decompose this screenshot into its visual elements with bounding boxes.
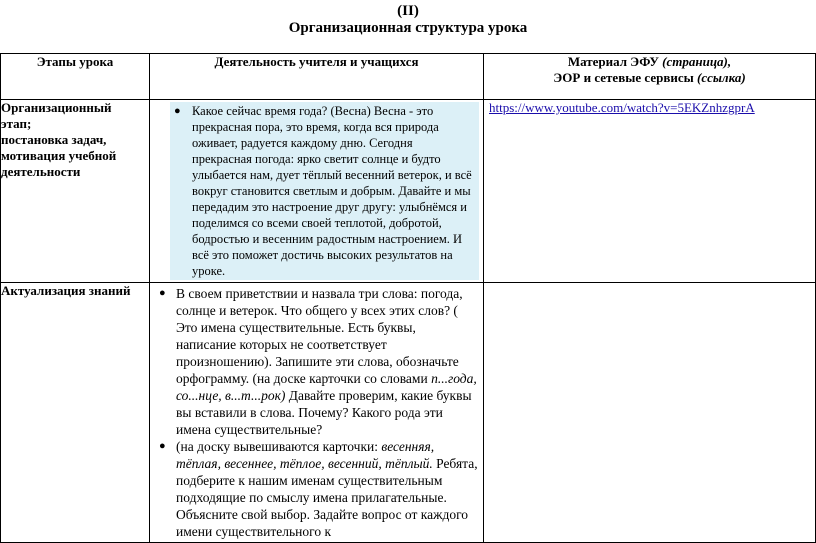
activity-cell	[150, 283, 484, 543]
table-row	[1, 283, 816, 543]
list-item: ● В своем приветствии и назвала три слова: погода, солнце и ветерок. Что общего у всех этих слов? ( Это имена существительные. Есть буквы, написание которых не соответствует произношению). Запишите эти слова, обозначьте орфограмму. (на доске карточки со словами п...года, со...нце, в...т...рок) Давайте проверим, какие буквы вы вставили в слова. Почему? Какого рода эти имена существительные?	[159, 286, 477, 437]
lesson-structure-table	[0, 53, 816, 543]
table-header-row	[1, 54, 816, 100]
list-item: ● Какое сейчас время года? (Весна) Весна - это прекрасная пора, это время, когда вся природа оживает, радуется каждому дню. Сегодня прекрасная погода: ярко светит солнце и будто улыбается нам, дует тёплый весенний ветерок, и всё вокруг становится светлым и добрым. Давайте и мы передадим это настроение друг другу: улыбнёмся и поделимся со всеми своей теплотой, добротой, бодростью и весенним радостным настроением. И всё это поможет достичь высоких результатов на уроке.	[174, 104, 472, 278]
activity-cell	[150, 100, 484, 283]
table-row	[1, 100, 816, 283]
youtube-link[interactable]: https://www.youtube.com/watch?v=5EKZnhzgprA	[489, 100, 755, 115]
bullet-icon: ●	[159, 440, 166, 452]
list-item: ● (на доску вывешиваются карточки: весенняя, тёплая, весеннее, тёплое, весенний, тёплый. Ребята, подберите к нашим именам существительным подходящие по смыслу имена прилагательные. Объясните свой выбор. Задайте вопрос от каждого имени существительного к	[159, 439, 478, 539]
highlighted-text-block	[170, 102, 479, 280]
bullet-icon: ●	[174, 105, 181, 117]
column-header-activity: Деятельность учителя и учащихся	[150, 54, 484, 100]
bullet-icon: ●	[159, 287, 166, 299]
material-cell	[484, 283, 816, 543]
stage-cell: Организационный этап; постановка задач, мотивация учебной деятельности	[1, 100, 150, 283]
page-title: Организационная структура урока	[288, 20, 528, 36]
column-header-stages: Этапы урока	[1, 54, 150, 100]
section-number: (II)	[397, 3, 419, 19]
material-cell	[484, 100, 816, 283]
stage-cell: Актуализация знаний	[1, 283, 150, 543]
column-header-material: Материал ЭФУ (страница), ЭОР и сетевые сервисы (ссылка)	[484, 54, 816, 100]
